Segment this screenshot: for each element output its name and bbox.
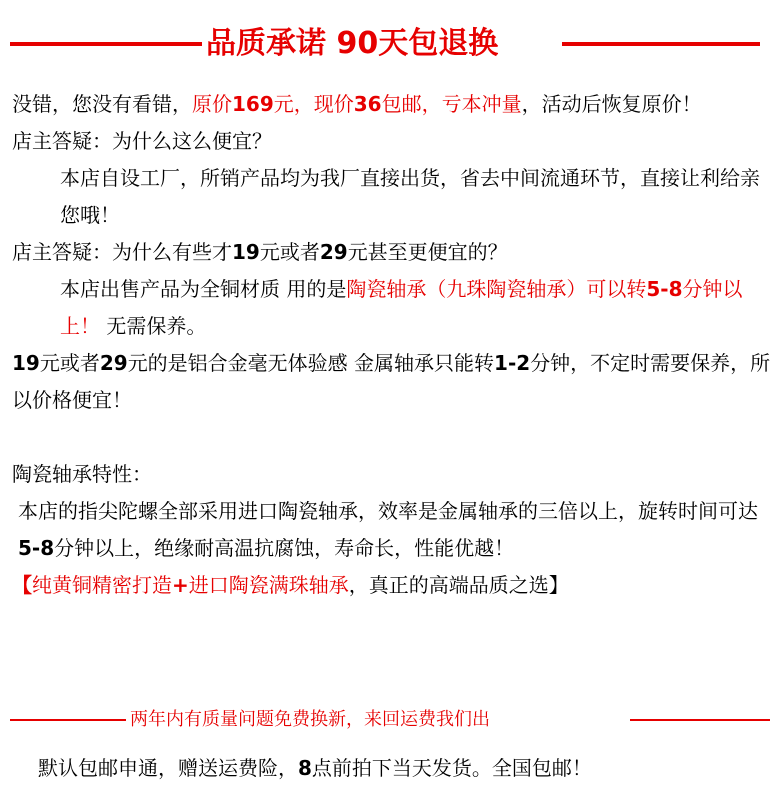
page-title: 品质承诺 90天包退换 [206, 26, 499, 61]
price-outro: ，活动后恢复原价！ [521, 92, 702, 116]
warranty-text: 两年内有质量问题免费换新，来回运费我们出 [130, 709, 490, 730]
feature-text: 本店的指尖陀螺全部采用进口陶瓷轴承，效率是金属轴承的三倍以上，旋转时间可达5-8分钟以上，绝缘耐高温抗腐蚀，寿命长，性能优越！ [18, 499, 758, 560]
qa2-comparison: 19元或者29元的是铝合金毫无体验感 金属轴承只能转1-2分钟，不定时需要保养，所以价格便宜！ [12, 351, 771, 412]
shipping-info: 默认包邮申通，赠送运费险，8点前拍下当天发货。全国包邮！ [38, 756, 592, 780]
qa1-answer: 本店自设工厂，所销产品均为我厂直接出货，省去中间流通环节，直接让利给亲您哦！ [60, 166, 760, 227]
feature-heading: 陶瓷轴承特性： [12, 462, 152, 486]
qa1-question: 店主答疑：为什么这么便宜？ [12, 129, 272, 153]
footer-rule-left [10, 719, 126, 721]
title-rule-left [10, 42, 202, 46]
title-rule-right [562, 42, 760, 46]
footer-row [10, 706, 770, 734]
qa2-answer: 本店出售产品为全铜材质 用的是陶瓷轴承（九珠陶瓷轴承）可以转5-8分钟以上！ 无需保养。 [60, 277, 743, 338]
price-paragraph [12, 86, 772, 123]
footer-rule-right [630, 719, 770, 721]
price-intro: 没错，您没有看错， [12, 92, 192, 116]
qa2-question: 店主答疑：为什么有些才19元或者29元甚至更便宜的？ [12, 240, 508, 264]
feature-highlight: 【纯黄铜精密打造+进口陶瓷满珠轴承，真正的高端品质之选】 [12, 573, 569, 597]
original-price: 原价169元，现价36包邮，亏本冲量 [192, 92, 522, 116]
spacer [12, 419, 772, 456]
main-content [12, 86, 772, 604]
title-row [10, 22, 760, 66]
